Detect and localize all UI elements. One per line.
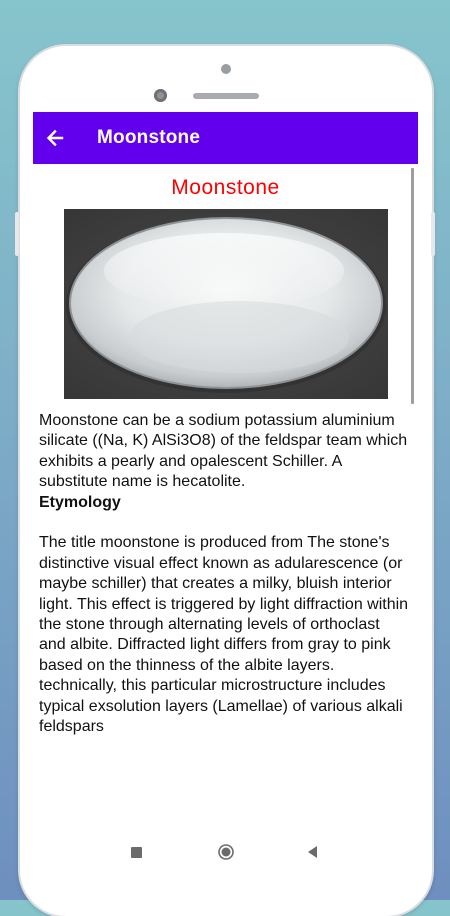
sensor-dot [221,64,231,74]
circle-icon[interactable] [218,844,234,860]
app-bar [33,112,418,164]
article-body [39,411,409,737]
moonstone-photo [64,209,388,399]
arrow-left-icon[interactable] [33,112,83,164]
front-camera [154,89,167,102]
article-heading: Moonstone [171,176,280,199]
intro-paragraph: Moonstone can be a sodium potassium aluminium silicate ((Na, K) AlSi3O8) of the feldspar team which exhibits a pearly and opalescent Schiller. A substitute name is hecatolite. [39,412,408,491]
power-button [431,212,435,256]
system-nav-bar [33,832,418,872]
triangle-back-icon[interactable] [305,844,319,860]
section-label: Etymology [39,493,121,511]
volume-button [15,212,19,256]
page-title: Moonstone [97,127,201,148]
square-icon[interactable] [131,847,142,858]
scrollbar[interactable] [411,168,414,404]
app-screen [33,112,418,842]
earpiece-speaker [193,93,259,99]
article-content[interactable] [33,164,418,842]
section-paragraph: The title moonstone is produced from The stone's distinctive visual effect known as adularescence (or maybe schiller) that creates a milky, bluish interior light. This effect is triggered by light diffraction within the stone through alternating levels of orthoclast and albite. Diffracted light differs from gray to pink based on the thinness of the albite layers. technically, this particular microstructure includes typical exsolution layers (Lamellae) of various alkali feldspars [39,534,409,736]
